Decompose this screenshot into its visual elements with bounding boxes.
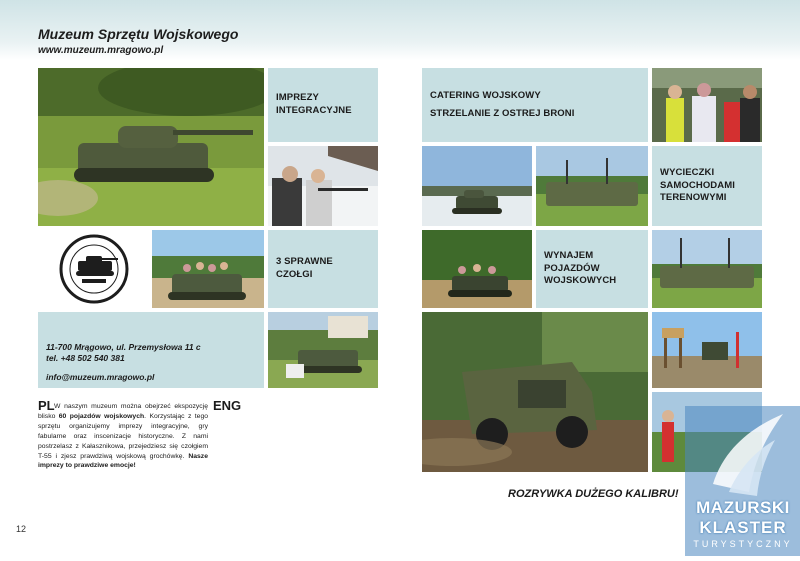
tile-catering-label bbox=[430, 90, 574, 121]
catering-line1: CATERING WOJSKOWY bbox=[430, 89, 541, 101]
jeep-mud-photo bbox=[422, 312, 648, 472]
address: 11-700 Mrągowo, ul. Przemysłowa 11 c bbox=[46, 342, 201, 352]
tile-imprezy bbox=[268, 68, 378, 142]
brand-line3: TURYSTYCZNY bbox=[693, 539, 793, 549]
desc-part1: W naszym muzeum można obejrzeć ekspozycję blisko bbox=[38, 403, 208, 420]
desc-bold2: Nasze imprezy to prawdziwe emocje! bbox=[38, 452, 208, 470]
desc-bold1: 60 pojazdów wojskowych bbox=[58, 412, 145, 420]
tile-catering bbox=[422, 68, 648, 142]
email[interactable]: info@muzeum.mragowo.pl bbox=[46, 372, 155, 382]
brand-line2: KLASTER bbox=[699, 518, 787, 537]
shooting-photo bbox=[268, 146, 378, 226]
tile-czolgi bbox=[268, 230, 378, 308]
tile-wynajem-label: WYNAJEM POJAZDÓW WOJSKOWYCH bbox=[544, 249, 617, 287]
watchtower-photo bbox=[652, 312, 762, 388]
winter-tank-photo bbox=[422, 146, 532, 226]
tile-wycieczki bbox=[652, 146, 762, 226]
tank-passengers-photo bbox=[152, 230, 264, 308]
tile-wynajem bbox=[536, 230, 648, 308]
amphibious-vehicle-photo bbox=[536, 146, 648, 226]
catering-line2: STRZELANIE Z OSTREJ BRONI bbox=[430, 107, 575, 119]
page-number: 12 bbox=[16, 524, 27, 534]
brand-name: MAZURSKI bbox=[696, 498, 790, 517]
tank-driving-photo bbox=[268, 312, 378, 388]
tank-photo bbox=[38, 68, 264, 226]
tile-imprezy-label: IMPREZY INTEGRACYJNE bbox=[276, 92, 352, 116]
tile-wycieczki-label: WYCIECZKI SAMOCHODAMI TERENOWYMI bbox=[660, 166, 735, 204]
slogan: ROZRYWKA DUŻEGO KALIBRU! bbox=[508, 488, 679, 500]
phone[interactable]: tel. +48 502 540 381 bbox=[46, 353, 125, 363]
contact-box bbox=[38, 312, 264, 388]
museum-logo bbox=[40, 230, 148, 308]
eng-label: ENG bbox=[213, 398, 242, 413]
description-pl bbox=[38, 402, 208, 471]
forest-tank-photo bbox=[422, 230, 532, 308]
website-url[interactable]: www.muzeum.mragowo.pl bbox=[38, 45, 164, 56]
desc-part2: . Korzystając z tego sprzętu organizujemy imprezy integracyjne, gry fabularne oraz inscenizacje historyczne. Z nami postrzelasz z Kałasznikowa, przejedziesz się czołgiem T-55 i zjesz prawdziwą wojskową grochówkę. bbox=[38, 412, 209, 460]
people-photo bbox=[652, 68, 762, 142]
amphibious-passengers-photo bbox=[652, 230, 762, 308]
page-title: Muzeum Sprzętu Wojskowego bbox=[38, 26, 239, 42]
pl-label: PL bbox=[38, 398, 55, 413]
tile-czolgi-label: 3 SPRAWNE CZOŁGI bbox=[276, 256, 333, 280]
